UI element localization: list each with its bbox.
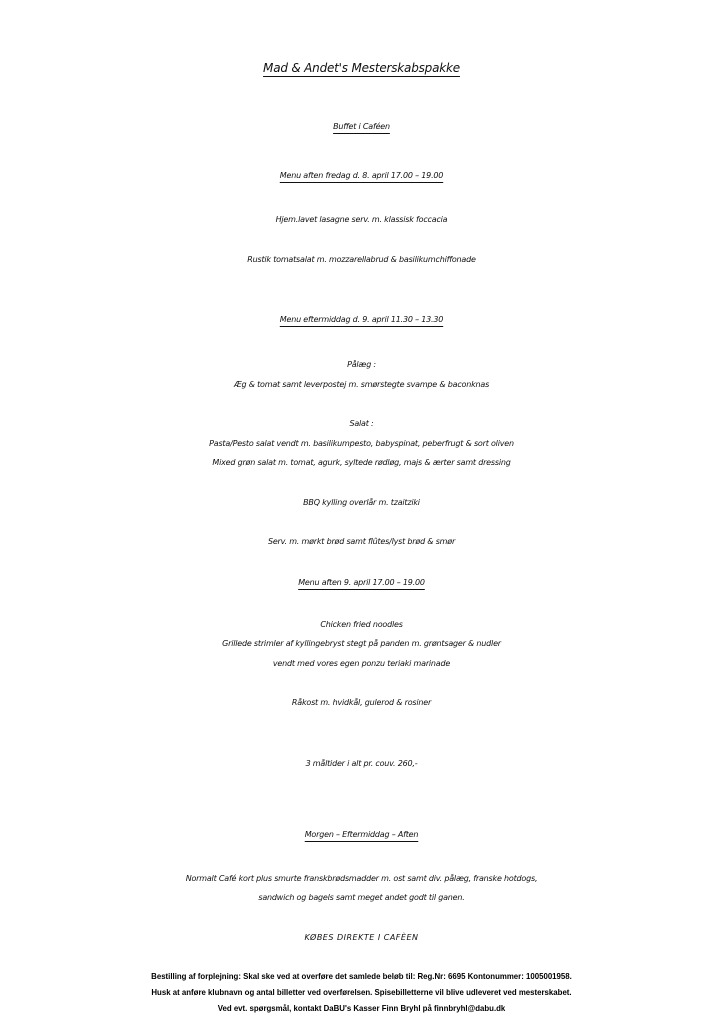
- evening-item-noodles: Chicken fried noodles: [320, 620, 403, 629]
- footer-line-contact: Ved evt. spørgsmål, kontakt DaBU's Kasser Finn Bryhl på finnbryhl@dabu.dk: [217, 1004, 506, 1013]
- buy-in-cafe-note: KØBES DIREKTE I CAFÈEN: [304, 933, 419, 942]
- subtitle-buffet: Buffet i Caféen: [333, 122, 390, 131]
- footer-line-club: Husk at anføre klubnavn og antal billetter ved overførelsen. Spisebilletterne vil blive udleveret ved mesterskabet.: [151, 988, 572, 997]
- evening-item-kyllingebryst: Grillede strimler af kyllingebryst stegt på panden m. grøntsager & nudler: [222, 639, 501, 648]
- evening-item-raakost: Råkost m. hvidkål, gulerod & rosiner: [291, 698, 432, 707]
- cafe-description-line-1: Normalt Café kort plus smurte franskbrødsmadder m. ost samt div. pålæg, franske hotdogs,: [185, 874, 538, 883]
- heading-saturday-evening: Menu aften 9. april 17.00 – 19.00: [298, 578, 425, 587]
- salat-item-mixed: Mixed grøn salat m. tomat, agurk, syltede rødløg, majs & ærter samt dressing: [212, 458, 511, 467]
- salat-item-pasta: Pasta/Pesto salat vendt m. basilikumpesto, babyspinat, peberfrugt & sort oliven: [209, 439, 514, 448]
- cafe-description-line-2: sandwich og bagels samt meget andet godt til ganen.: [258, 893, 465, 902]
- palaeg-label: Pålæg :: [347, 360, 376, 369]
- item-bread: Serv. m. mørkt brød samt flûtes/lyst brød & smør: [267, 537, 456, 546]
- friday-item-lasagne: Hjem.lavet lasagne serv. m. klassisk foccacia: [275, 215, 448, 224]
- price-text: 3 måltider i alt pr. couv. 260,-: [305, 759, 418, 768]
- page-title: Mad & Andet's Mesterskabspakke: [263, 61, 460, 75]
- heading-friday-evening: Menu aften fredag d. 8. april 17.00 – 19.00: [279, 171, 444, 180]
- heading-cafe-hours: Morgen – Eftermiddag – Aften: [304, 830, 419, 839]
- heading-saturday-afternoon: Menu eftermiddag d. 9. april 11.30 – 13.30: [279, 315, 444, 324]
- friday-item-tomatsalat: Rustik tomatsalat m. mozzarellabrud & basilikumchiffonade: [247, 255, 476, 264]
- footer-line-payment: Bestilling af forplejning: Skal ske ved at overføre det samlede beløb til: Reg.Nr: 6695 Kontonummer: 1005001958.: [151, 972, 572, 981]
- palaeg-item: Æg & tomat samt leverpostej m. smørstegte svampe & baconknas: [233, 380, 490, 389]
- item-bbq-kylling: BBQ kylling overlår m. tzaitziki: [303, 498, 420, 507]
- salat-label: Salat :: [349, 419, 374, 428]
- evening-item-marinade: vendt med vores egen ponzu teriaki marinade: [272, 659, 451, 668]
